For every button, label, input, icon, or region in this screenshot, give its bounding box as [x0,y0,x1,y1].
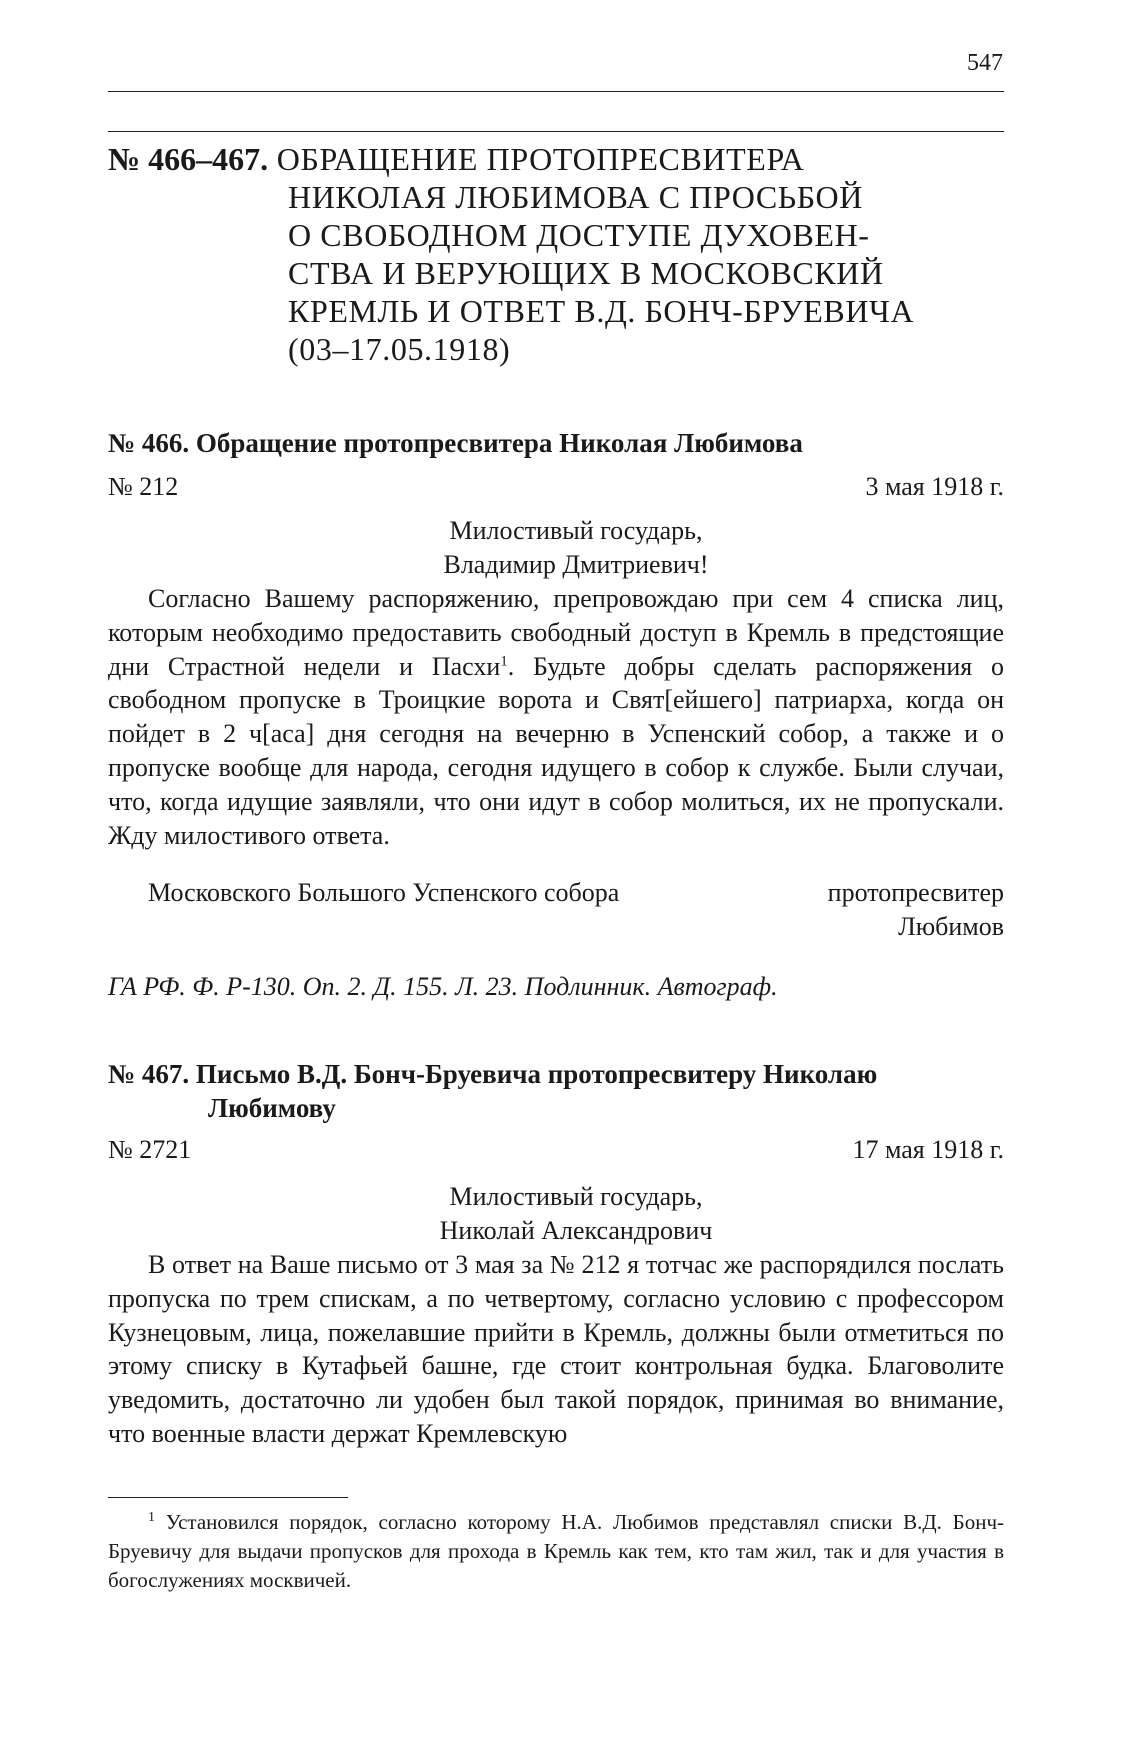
header-rule [108,91,1004,92]
section-title-line: № 466–467. ОБРАЩЕНИЕ ПРОТОПРЕСВИТЕРА [108,141,805,177]
doc-467-salutation: Милостивый государь, Николай Александрович [439,1182,713,1245]
archive-reference: ГА РФ. Ф. Р-130. Оп. 2. Д. 155. Л. 23. Подлинник. Автограф. [108,972,778,1001]
footnote-reference[interactable]: 1 [500,652,508,669]
doc-467-body: В ответ на Ваше письмо от 3 мая за № 212 я тотчас же распорядился послать пропуска по трем спискам, а по четвертому, согласно условию с профессором Кузнецовым, лица, пожелавшие прийти в Кремль, должны были отметиться по этому списку в Кутафьей башне, где стоит контрольная будка. Благоволите уведомить, достаточно ли удобен был такой порядок, принимая во внимание, что военные власти держат Кремлевскую [108,1250,1004,1448]
doc-466-heading: № 466. Обращение протопресвитера Николая Любимова [108,428,803,458]
signature-title: протопресвитер [827,878,1004,907]
section-title [108,140,998,368]
doc-466-number: № 212 [108,472,179,501]
doc-467-date: 17 мая 1918 г. [852,1135,1004,1164]
footnote-mark: 1 [148,1510,155,1525]
section-rule [108,131,1004,132]
section-title-line: КРЕМЛЬ И ОТВЕТ В.Д. БОНЧ-БРУЕВИЧА [288,293,915,329]
doc-466-date: 3 мая 1918 г. [865,472,1004,501]
section-title-line: О СВОБОДНОМ ДОСТУПЕ ДУХОВЕН- [288,217,870,253]
section-title-line: СТВА И ВЕРУЮЩИХ В МОСКОВСКИЙ [288,255,884,291]
signature-block [828,876,1004,944]
section-title-line: НИКОЛАЯ ЛЮБИМОВА С ПРОСЬБОЙ [288,179,863,215]
doc-466-salutation: Милостивый государь, Владимир Дмитриевич! [443,516,709,579]
doc-467-number: № 2721 [108,1135,192,1164]
page-number: 547 [967,50,1003,76]
doc-466-body: Согласно Вашему распоряжению, препровождаю при сем 4 списка лиц, которым необходимо предоставить свободный доступ в Кремль в предстоящие дни Страстной недели и Пасхи$^1$. Будьте добры сделать распоряжения о свободном пропуске в Троицкие ворота и Свят[ейшего] патриарха, когда он пойдет в 2 ч[аса] дня сегодня на вечерню в Успенский собор, а также и о пропуске вообще для народа, сегодня идущего в собор к службе. Были случаи, что, когда идущие заявляли, что они идут в собор молиться, их не пропускали. Жду милостивого ответа. [108,584,1004,850]
footnote-rule [108,1497,348,1498]
doc-467-heading: № 467. Письмо В.Д. Бонч-Бруевича протопресвитеру Николаю Любимову [108,1059,878,1123]
signature-name: Любимов [898,912,1004,941]
doc-467-meta [108,1135,1004,1165]
footnote [108,1508,1004,1595]
section-number: № 466–467. [108,141,269,177]
section-title-line: (03–17.05.1918) [288,331,511,367]
footnote-text: Установился порядок, согласно которому Н.А. Любимов представлял списки В.Д. Бонч-Бруевичу для выдачи пропусков для прохода в Кремль как тем, кто там жил, так и для участия в богослужениях москвичей. [108,1510,1005,1592]
doc-466-meta [108,472,1004,502]
signature-organization: Московского Большого Успенского собора [148,878,620,907]
